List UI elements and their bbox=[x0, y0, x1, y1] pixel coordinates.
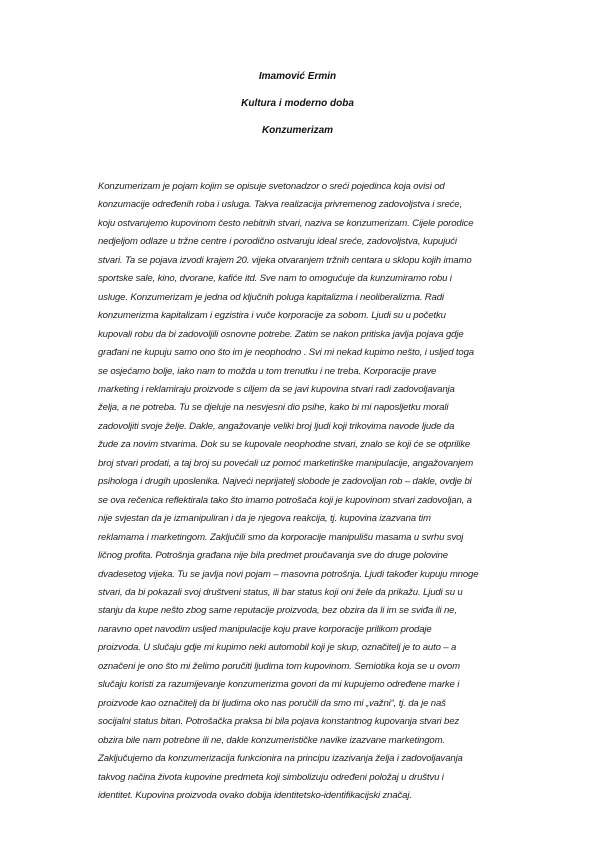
essay-line: želja, a ne potreba. Tu se djeluje na nesvjesni dio psihe, kako bi mi naposljetku morali bbox=[98, 402, 449, 414]
essay-line: usluge. Konzumerizam je jedna od ključnih poluga kapitalizma i neoliberalizma. Radi bbox=[98, 291, 444, 303]
essay-line: reklamama i marketingom. Zaključili smo da korporacije manipulišu masama u svrhu svoj bbox=[98, 531, 464, 543]
essay-line: nije svjestan da je izmanipuliran i da je njegova reakcija, tj. kupovina izazvana tim bbox=[98, 513, 431, 525]
author-name: Imamović Ermin bbox=[258, 71, 337, 82]
essay-line: označeni je ono što mi želimo poručiti ljudima tom kupovinom. Semiotika koja se u ovom bbox=[98, 660, 460, 672]
essay-line: identitet. Kupovina proizvoda ovako dobija identitetsko-identifikacijski značaj. bbox=[98, 789, 412, 801]
essay-line: žude za novim stvarima. Dok su se kupovale neophodne stvari, znalo se koji će se otprilike bbox=[98, 439, 471, 451]
essay-line: proizvode kao označitelj da bi ljudima oko nas poručili da smo mi „važni“, tj. da je naš bbox=[98, 697, 446, 709]
essay-line: Zaključujemo da konzumerizacija funkcionira na principu izazivanja želja i zadovoljavanja bbox=[98, 753, 463, 765]
essay-line: Konzumerizam je pojam kojim se opisuje svetonadzor o sreći pojedinca koja ovisi od bbox=[98, 181, 445, 192]
essay-line: stvari. Ta se pojava izvodi krajem 20. vijeka otvaranjem tržnih centara u sklopu kojih imamo bbox=[98, 254, 472, 266]
essay-line: kupovali robu da bi zadovoljili osnovne potrebe. Zatim se nakon pritiska javlja pojava gdje bbox=[98, 328, 464, 340]
essay-title: Konzumerizam bbox=[261, 125, 334, 136]
essay-line: naravno opet navodim usljed manipulacije koju prave korporacije prilikom prodaje bbox=[98, 623, 432, 635]
essay-line: zadovoljiti svoje želje. Dakle, angažovanje veliki broj ljudi koji trikovima navode ljude da bbox=[98, 420, 455, 432]
essay-line: građani ne kupuju samo ono što im je neophodno . Svi mi nekad kupimo nešto, i usljed toga bbox=[98, 347, 474, 359]
essay-body bbox=[98, 178, 528, 805]
essay-line: stanju da kupe nešto zbog same reputacije proizvoda, bez obzira da li im se sviđa ili ne, bbox=[98, 605, 457, 617]
essay-line: stvari, da bi pokazali svoj društveni status, ili bar status koji oni žele da prikažu. Ljudi su u bbox=[98, 586, 463, 598]
essay-line: proizvoda. U slučaju gdje mi kupimo neki automobil koji je skup, označitelj je to auto – a bbox=[98, 642, 457, 654]
essay-line: marketing i reklamiraju proizvode s ciljem da se javi kupovina stvari radi zadovoljavanja bbox=[98, 383, 455, 395]
essay-line: broj stvari prodati, a taj broj su povećali uz pomoć marketinške manipulacije, angažovanjem bbox=[98, 457, 474, 469]
essay-line: slučaju koristi za razumijevanje konzumerizma govori da mi kupujemo određene marke i bbox=[98, 679, 460, 691]
essay-line: konzumacije određenih roba i usluga. Takva realizacija privremenog zadovoljstva i sreće, bbox=[98, 199, 462, 211]
essay-line: dvadesetog vijeka. Tu se javlja novi pojam – masovna potrošnja. Ljudi također kupuju mnoge bbox=[98, 568, 479, 580]
essay-line: se osjećamo bolje, iako nam to možda u tom trenutku i ne treba. Korporacije prave bbox=[98, 365, 437, 377]
course-title: Kultura i moderno doba bbox=[241, 98, 354, 109]
essay-line: se ova rečenica reflektirala tako što imamo potrošača koji je kupovinom stvari zadovoljan, a bbox=[98, 494, 472, 506]
essay-line: socijalni status bitan. Potrošačka praksa bi bila pojava konstantnog kupovanja stvari bez bbox=[98, 716, 460, 728]
essay-line: psihologa i drugih uposlenika. Najveći neprijatelj slobode je zadovoljan rob – dakle, ovdje bi bbox=[98, 476, 472, 488]
essay-line: koju ostvarujemo kupovinom često nebitnih stvari, naziva se konzumerizam. Cijele porodice bbox=[98, 217, 474, 229]
essay-line: obzira bile nam potrebne ili ne, dakle konzumerističke navike izazvane marketingom. bbox=[98, 734, 445, 746]
essay-line: takvog načina života kupovine predmeta koji simbolizuju određeni položaj u društvu i bbox=[98, 771, 444, 783]
essay-line: konzumerizma kapitalizam i egzistira i vuče korporacije za sobom. Ljudi su u početku bbox=[98, 310, 446, 322]
essay-line: sportske sale, kino, dvorane, kafiće itd. Sve nam to omogućuje da kunzumiramo robu i bbox=[98, 273, 452, 285]
essay-line: ličnog profita. Potrošnja građana nije bila predmet proučavanja sve do druge polovine bbox=[98, 550, 448, 562]
essay-line: nedjeljom odlaze u tržne centre i porodično ostvaruju ideal sreće, zadovoljstva, kupujući bbox=[98, 236, 457, 248]
